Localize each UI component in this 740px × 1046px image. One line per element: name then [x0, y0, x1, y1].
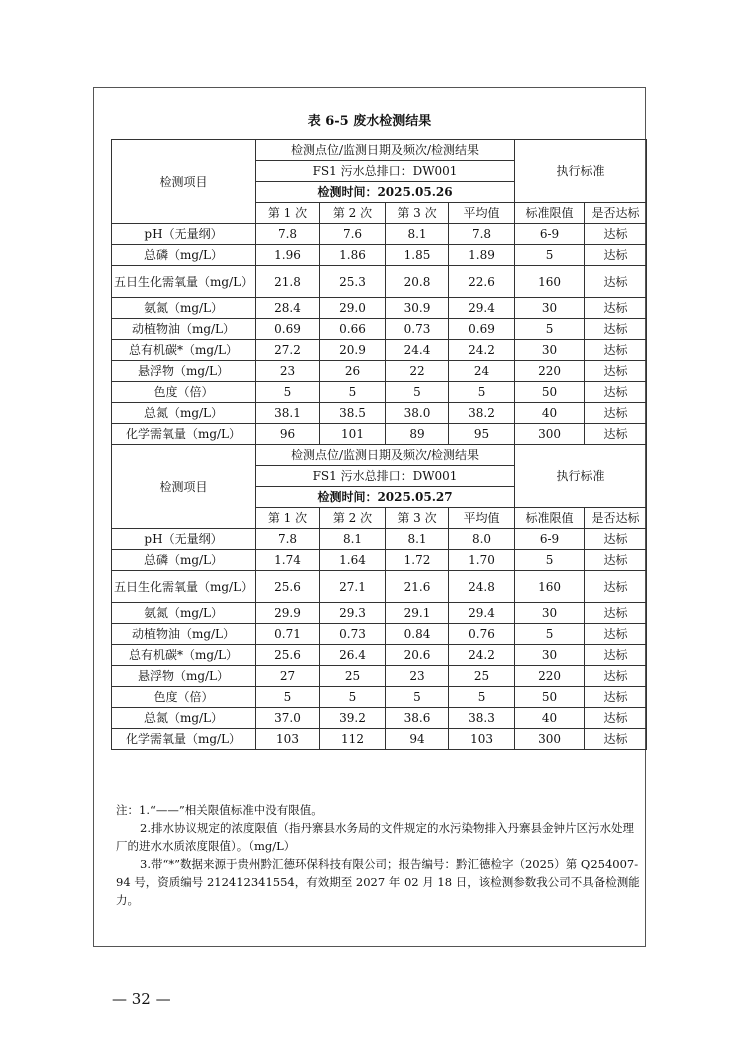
table-cell: 达标 [585, 224, 647, 245]
table-row [112, 603, 647, 624]
table-cell: 21.8 [256, 266, 320, 298]
table-cell: 达标 [585, 708, 647, 729]
table-cell: 20.9 [320, 340, 386, 361]
table-cell: 30 [515, 603, 585, 624]
parameter-name: 化学需氧量（mg/L） [112, 729, 256, 750]
table-cell: 达标 [585, 266, 647, 298]
subheader-cell: 第 1 次 [256, 203, 320, 224]
parameter-name: pH（无量纲） [112, 529, 256, 550]
subheader-cell: 平均值 [449, 203, 515, 224]
table-cell: 1.89 [449, 245, 515, 266]
table-cell: 27.1 [320, 571, 386, 603]
table-cell: 7.6 [320, 224, 386, 245]
subheader-cell: 标准限值 [515, 203, 585, 224]
column-header-point: 检测点位/监测日期及频次/检测结果 [256, 445, 515, 466]
table-cell: 达标 [585, 361, 647, 382]
table-row [112, 224, 647, 245]
table-row [112, 729, 647, 750]
column-header-item: 检测项目 [112, 140, 256, 224]
table-cell: 29.0 [320, 298, 386, 319]
table-cell: 38.6 [386, 708, 449, 729]
table-cell: 1.72 [386, 550, 449, 571]
parameter-name: 总有机碳*（mg/L） [112, 340, 256, 361]
subheader-cell: 平均值 [449, 508, 515, 529]
parameter-name: 化学需氧量（mg/L） [112, 424, 256, 445]
subheader-cell: 第 1 次 [256, 508, 320, 529]
table-cell: 40 [515, 403, 585, 424]
table-cell: 5 [515, 319, 585, 340]
table-cell: 达标 [585, 382, 647, 403]
table-cell: 6-9 [515, 224, 585, 245]
table-cell: 8.1 [386, 529, 449, 550]
table-cell: 40 [515, 708, 585, 729]
table-cell: 96 [256, 424, 320, 445]
note-3: 3.带“*”数据来源于贵州黔汇德环保科技有限公司；报告编号：黔汇德检字（2025）第 Q254007-94 号，资质编号 212412341554，有效期至 2027 年 02 月 18 日，该检测参数我公司不具备检测能力。 [116, 857, 640, 907]
table-cell: 达标 [585, 729, 647, 750]
table-cell: 0.73 [320, 624, 386, 645]
table-row [112, 645, 647, 666]
table-cell: 0.71 [256, 624, 320, 645]
table-cell: 38.5 [320, 403, 386, 424]
table-cell: 1.74 [256, 550, 320, 571]
table-cell: 25.3 [320, 266, 386, 298]
table-cell: 22 [386, 361, 449, 382]
table-cell: 38.0 [386, 403, 449, 424]
table-cell: 112 [320, 729, 386, 750]
table-cell: 6-9 [515, 529, 585, 550]
table-cell: 21.6 [386, 571, 449, 603]
table-cell: 20.8 [386, 266, 449, 298]
table-cell: 达标 [585, 424, 647, 445]
table-cell: 25 [320, 666, 386, 687]
table-cell: 27.2 [256, 340, 320, 361]
column-header-point: 检测点位/监测日期及频次/检测结果 [256, 140, 515, 161]
table-cell: 达标 [585, 319, 647, 340]
table-cell: 29.3 [320, 603, 386, 624]
table-cell: 24 [449, 361, 515, 382]
table-title: 表 6-5 废水检测结果 [307, 114, 432, 129]
column-header-item: 检测项目 [112, 445, 256, 529]
table-cell: 0.69 [256, 319, 320, 340]
table-cell: 103 [449, 729, 515, 750]
notes [116, 801, 641, 909]
table-cell: 160 [515, 571, 585, 603]
page-frame [93, 87, 646, 947]
table-cell: 7.8 [256, 224, 320, 245]
table-cell: 0.69 [449, 319, 515, 340]
table-cell: 95 [449, 424, 515, 445]
table-cell: 5 [320, 687, 386, 708]
table-cell: 达标 [585, 666, 647, 687]
table-cell: 5 [256, 687, 320, 708]
table-row [112, 424, 647, 445]
table-cell: 达标 [585, 340, 647, 361]
table-cell: 27 [256, 666, 320, 687]
monitoring-point: FS1 污水总排口：DW001 [256, 466, 515, 487]
note-1: 注：1.“——”相关限值标准中没有限值。 [116, 803, 323, 817]
parameter-name: 总有机碳*（mg/L） [112, 645, 256, 666]
table-cell: 1.96 [256, 245, 320, 266]
table-cell: 103 [256, 729, 320, 750]
table-cell: 300 [515, 729, 585, 750]
table-row [112, 382, 647, 403]
table-cell: 25.6 [256, 571, 320, 603]
parameter-name: 五日生化需氧量（mg/L） [112, 571, 256, 603]
table-cell: 5 [320, 382, 386, 403]
parameter-name: 总氮（mg/L） [112, 403, 256, 424]
parameter-name: 总氮（mg/L） [112, 708, 256, 729]
note-2: 2.排水协议规定的浓度限值（指丹寨县水务局的文件规定的水污染物排入丹寨县金钟片区污水处理厂的进水水质浓度限值）。（mg/L） [116, 821, 634, 853]
table-cell: 达标 [585, 403, 647, 424]
table-row [112, 529, 647, 550]
table-cell: 50 [515, 687, 585, 708]
table-cell: 24.8 [449, 571, 515, 603]
parameter-name: 悬浮物（mg/L） [112, 666, 256, 687]
results-table [111, 139, 647, 750]
table-cell: 29.9 [256, 603, 320, 624]
table-cell: 7.8 [449, 224, 515, 245]
subheader-cell: 标准限值 [515, 508, 585, 529]
table-cell: 24.2 [449, 340, 515, 361]
table-row [112, 550, 647, 571]
table-row [112, 319, 647, 340]
header-row [112, 140, 647, 161]
table-cell: 5 [515, 245, 585, 266]
parameter-name: 总磷（mg/L） [112, 245, 256, 266]
table-cell: 达标 [585, 298, 647, 319]
table-cell: 5 [515, 624, 585, 645]
monitoring-date: 检测时间：2025.05.26 [256, 182, 515, 203]
monitoring-date: 检测时间：2025.05.27 [256, 487, 515, 508]
table-cell: 26 [320, 361, 386, 382]
table-row [112, 687, 647, 708]
table-cell: 26.4 [320, 645, 386, 666]
table-cell: 101 [320, 424, 386, 445]
table-cell: 5 [449, 382, 515, 403]
table-row [112, 245, 647, 266]
table-cell: 38.2 [449, 403, 515, 424]
subheader-cell: 第 2 次 [320, 203, 386, 224]
subheader-cell: 是否达标 [585, 508, 647, 529]
parameter-name: 氨氮（mg/L） [112, 603, 256, 624]
table-cell: 1.85 [386, 245, 449, 266]
table-cell: 1.64 [320, 550, 386, 571]
table-cell: 23 [256, 361, 320, 382]
parameter-name: 动植物油（mg/L） [112, 624, 256, 645]
parameter-name: pH（无量纲） [112, 224, 256, 245]
table-cell: 25.6 [256, 645, 320, 666]
table-cell: 30 [515, 298, 585, 319]
table-cell: 29.4 [449, 603, 515, 624]
subheader-cell: 第 2 次 [320, 508, 386, 529]
table-cell: 5 [256, 382, 320, 403]
table-cell: 30 [515, 645, 585, 666]
table-cell: 达标 [585, 603, 647, 624]
table-cell: 25 [449, 666, 515, 687]
table-cell: 220 [515, 666, 585, 687]
table-cell: 0.84 [386, 624, 449, 645]
parameter-name: 氨氮（mg/L） [112, 298, 256, 319]
table-cell: 38.3 [449, 708, 515, 729]
table-cell: 38.1 [256, 403, 320, 424]
subheader-cell: 第 3 次 [386, 508, 449, 529]
table-cell: 达标 [585, 245, 647, 266]
table-cell: 24.2 [449, 645, 515, 666]
table-cell: 达标 [585, 571, 647, 603]
table-cell: 5 [449, 687, 515, 708]
table-cell: 达标 [585, 550, 647, 571]
subheader-cell: 是否达标 [585, 203, 647, 224]
table-row [112, 403, 647, 424]
table-cell: 20.6 [386, 645, 449, 666]
table-cell: 达标 [585, 687, 647, 708]
table-cell: 160 [515, 266, 585, 298]
table-cell: 94 [386, 729, 449, 750]
table-row [112, 340, 647, 361]
table-cell: 300 [515, 424, 585, 445]
parameter-name: 总磷（mg/L） [112, 550, 256, 571]
table-cell: 7.8 [256, 529, 320, 550]
table-cell: 39.2 [320, 708, 386, 729]
table-cell: 8.0 [449, 529, 515, 550]
table-cell: 5 [515, 550, 585, 571]
table-cell: 达标 [585, 645, 647, 666]
column-header-standard: 执行标准 [515, 140, 647, 203]
table-cell: 220 [515, 361, 585, 382]
table-row [112, 624, 647, 645]
table-cell: 0.76 [449, 624, 515, 645]
table-cell: 29.4 [449, 298, 515, 319]
table-cell: 30 [515, 340, 585, 361]
monitoring-point: FS1 污水总排口：DW001 [256, 161, 515, 182]
table-cell: 0.73 [386, 319, 449, 340]
table-cell: 29.1 [386, 603, 449, 624]
table-cell: 28.4 [256, 298, 320, 319]
parameter-name: 动植物油（mg/L） [112, 319, 256, 340]
table-row [112, 298, 647, 319]
page-number: — 32 — [112, 990, 171, 1008]
table-cell: 37.0 [256, 708, 320, 729]
table-cell: 30.9 [386, 298, 449, 319]
parameter-name: 悬浮物（mg/L） [112, 361, 256, 382]
table-cell: 89 [386, 424, 449, 445]
table-cell: 5 [386, 382, 449, 403]
table-row [112, 266, 647, 298]
table-cell: 24.4 [386, 340, 449, 361]
table-row [112, 571, 647, 603]
table-cell: 1.86 [320, 245, 386, 266]
column-header-standard: 执行标准 [515, 445, 647, 508]
table-cell: 23 [386, 666, 449, 687]
table-row [112, 708, 647, 729]
table-cell: 8.1 [386, 224, 449, 245]
table-row [112, 666, 647, 687]
table-cell: 22.6 [449, 266, 515, 298]
table-cell: 8.1 [320, 529, 386, 550]
parameter-name: 色度（倍） [112, 687, 256, 708]
table-cell: 5 [386, 687, 449, 708]
table-cell: 达标 [585, 624, 647, 645]
table-cell: 0.66 [320, 319, 386, 340]
table-cell: 达标 [585, 529, 647, 550]
table-row [112, 361, 647, 382]
table-cell: 1.70 [449, 550, 515, 571]
subheader-cell: 第 3 次 [386, 203, 449, 224]
parameter-name: 色度（倍） [112, 382, 256, 403]
parameter-name: 五日生化需氧量（mg/L） [112, 266, 256, 298]
header-row [112, 445, 647, 466]
table-cell: 50 [515, 382, 585, 403]
